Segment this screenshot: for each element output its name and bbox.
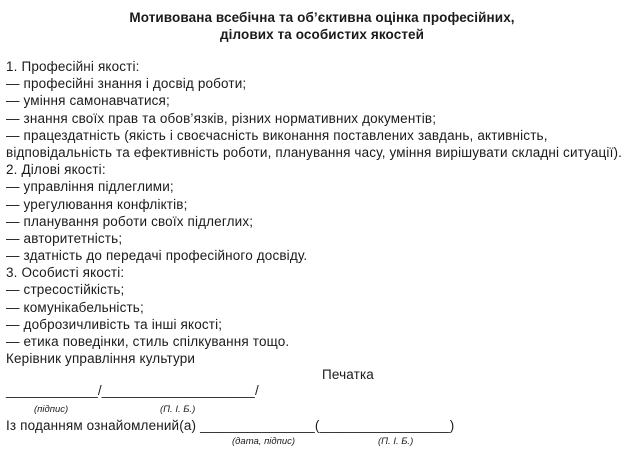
document-body: [6, 58, 642, 367]
list-item-continuation: відповідальність та ефективність роботи, планування часу, уміння вирішувати складні ситуації).: [6, 144, 623, 160]
acknowledgement-line: Із поданням ознайомлений(а) _______________(_________________): [6, 418, 455, 433]
section-heading-professional: 1. Професійні якості:: [6, 59, 140, 74]
section-heading-business: 2. Ділові якості:: [6, 162, 106, 178]
list-item: — доброзичливість та інші якості;: [6, 316, 223, 332]
signature-caption: (підпис): [34, 404, 69, 415]
stamp-label: Печатка: [322, 367, 374, 382]
initials-caption: (П. І. Б.): [160, 404, 196, 415]
acknowledgement-initials-caption: (П. І. Б.): [378, 436, 414, 447]
list-item: — уміння самонавчатися;: [6, 93, 170, 109]
list-item: — управління підлеглими;: [6, 179, 174, 195]
manager-label: Керівник управління культури: [6, 351, 196, 367]
list-item: — стресостійкість;: [6, 282, 125, 298]
list-item: — здатність до передачі професійного досвіду.: [6, 248, 308, 264]
list-item: — знання своїх прав та обов’язків, різних нормативних документів;: [6, 110, 437, 126]
list-item: — працездатність (якість і своєчасність виконання поставлених завдань, активність,: [6, 127, 548, 143]
signature-line: ____________/____________________/: [6, 383, 259, 398]
list-item: — планування роботи своїх підлеглих;: [6, 213, 254, 229]
document-title-line-1: Мотивована всебічна та об’єктивна оцінка професійних,: [129, 10, 515, 25]
list-item: — професійні знання і досвід роботи;: [6, 76, 247, 92]
date-signature-caption: (дата, підпис): [232, 436, 296, 447]
list-item: — авторитетність;: [6, 230, 123, 246]
document-title-line-2: ділових та особистих якостей: [219, 27, 425, 42]
list-item: — комунікабельність;: [6, 299, 144, 315]
list-item: — етика поведінки, стиль спілкування тощо.: [6, 334, 290, 349]
section-heading-personal: 3. Особисті якості:: [6, 265, 125, 281]
list-item: — урегулювання конфліктів;: [6, 196, 188, 212]
